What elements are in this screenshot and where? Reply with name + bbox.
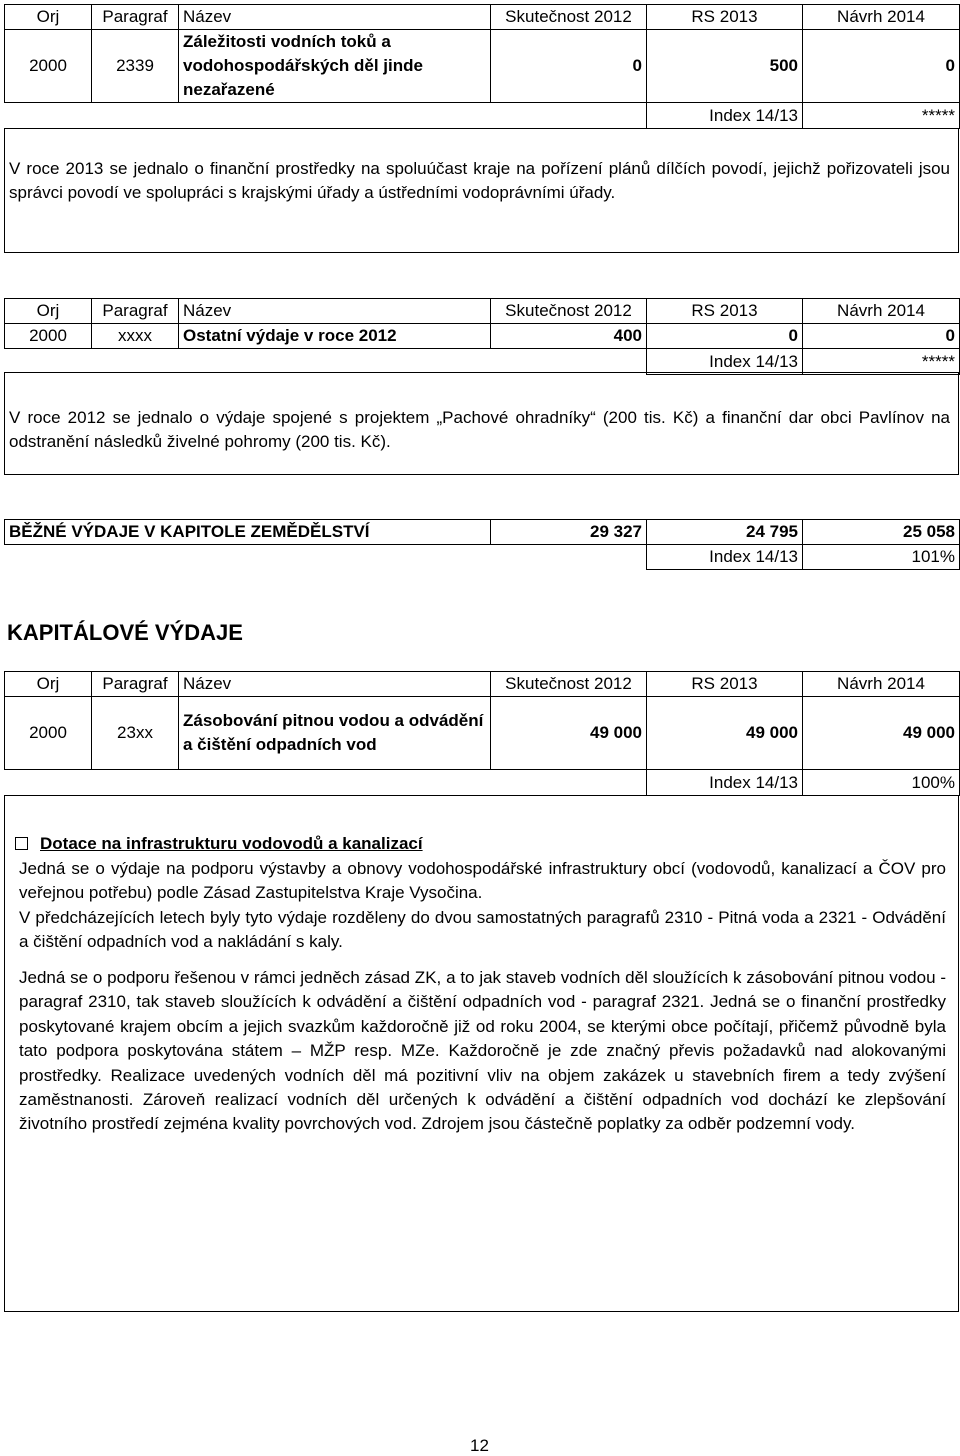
header-paragraf: Paragraf [92, 5, 179, 30]
header-rs: RS 2013 [647, 299, 803, 324]
header-nazev: Název [179, 299, 491, 324]
index-row [5, 349, 960, 375]
header-nazev: Název [179, 672, 491, 697]
table-row [5, 324, 960, 349]
header-orj: Orj [5, 672, 92, 697]
cell-skutecnost: 49 000 [491, 697, 647, 770]
cell-paragraf: 23xx [92, 697, 179, 770]
note-para-3: Jedná se o podporu řešenou v rámci jedněch zásad ZK, a to jak staveb vodních děl sloužících k zásobování pitnou vodou - paragraf 2310, tak staveb sloužících k odvádění a čištění odpadních vod - paragraf 2321. Jedná se o finanční prostředky poskytované krajem obcím a jejich svazkům každoročně již od roku 2004, se kterými obce počítají, přičemž původně byla tato podpora poskytována státem – MŽP resp. MZe. Každoročně je zde značný převis požadavků nad alokovanými prostředky. Realizace uvedených vodních děl má pozitivní vliv na objem zakázek u stavebních firem a tedy zvýšení zaměstnanosti. Zároveň realizací vodních děl určených k odvádění a čištění odpadních vod dochází ke zlepšování životního prostředí zejména kvality povrchových vod. Zdrojem jsou částečně poplatky za odběr podzemní vody. [19, 968, 946, 1134]
header-skutecnost: Skutečnost 2012 [491, 299, 647, 324]
cell-navrh: 49 000 [803, 697, 960, 770]
budget-table-2339 [4, 4, 960, 129]
note-title-text: Dotace na infrastrukturu vodovodů a kanalizací [40, 834, 423, 853]
note-box-23xx [4, 795, 959, 1312]
index-label: Index 14/13 [647, 103, 803, 129]
index-value: 101% [803, 545, 960, 570]
summary-label: BĚŽNÉ VÝDAJE V KAPITOLE ZEMĚDĚLSTVÍ [5, 520, 491, 545]
table-header-row [5, 5, 960, 30]
cell-orj: 2000 [5, 697, 92, 770]
table-row [5, 697, 960, 770]
section-heading: KAPITÁLOVÉ VÝDAJE [7, 620, 243, 645]
index-row [5, 103, 960, 129]
header-rs: RS 2013 [647, 672, 803, 697]
index-value: 100% [803, 770, 960, 796]
header-orj: Orj [5, 5, 92, 30]
index-row [5, 770, 960, 796]
summary-rs: 24 795 [647, 520, 803, 545]
index-value: ***** [803, 103, 960, 129]
table-row [5, 30, 960, 103]
note-para-1: Jedná se o výdaje na podporu výstavby a obnovy vodohospodářské infrastruktury obcí (vodovodů, kanalizací a ČOV pro veřejnou potřebu) podle Zásad Zastupitelstva Kraje Vysočina. [19, 859, 946, 903]
index-label: Index 14/13 [647, 349, 803, 375]
note-text: V roce 2013 se jednalo o finanční prostředky na spoluúčast kraje na pořízení plánů dílčích povodí, jejichž pořizovateli jsou správci povodí ve spolupráci s krajskými úřady a ústředními vodoprávními úřady. [9, 159, 950, 203]
cell-rs: 49 000 [647, 697, 803, 770]
header-navrh: Návrh 2014 [803, 672, 960, 697]
cell-rs: 0 [647, 324, 803, 349]
header-paragraf: Paragraf [92, 299, 179, 324]
summary-table [4, 519, 960, 570]
cell-skutecnost: 0 [491, 30, 647, 103]
index-value: ***** [803, 349, 960, 375]
note-box-xxxx [4, 372, 959, 475]
note-text: V roce 2012 se jednalo o výdaje spojené s projektem „Pachové ohradníky“ (200 tis. Kč) a finanční dar obci Pavlínov na odstranění následků živelné pohromy (200 tis. Kč). [9, 408, 950, 452]
table-header-row [5, 299, 960, 324]
header-navrh: Návrh 2014 [803, 299, 960, 324]
page-number: 12 [470, 1436, 489, 1455]
cell-nazev: Zásobování pitnou vodou a odvádění a čištění odpadních vod [179, 697, 491, 770]
note-box-2339 [4, 128, 959, 253]
header-navrh: Návrh 2014 [803, 5, 960, 30]
index-row [5, 545, 960, 570]
cell-paragraf: 2339 [92, 30, 179, 103]
header-skutecnost: Skutečnost 2012 [491, 672, 647, 697]
summary-skutecnost: 29 327 [491, 520, 647, 545]
summary-navrh: 25 058 [803, 520, 960, 545]
summary-row [5, 520, 960, 545]
cell-navrh: 0 [803, 30, 960, 103]
cell-orj: 2000 [5, 30, 92, 103]
note-para-2: V předcházejících letech byly tyto výdaje rozděleny do dvou samostatných paragrafů 2310 - Pitná voda a 2321 - Odvádění a čištění odpadních vod a nakládání s kaly. [19, 908, 946, 952]
table-header-row [5, 672, 960, 697]
header-nazev: Název [179, 5, 491, 30]
header-paragraf: Paragraf [92, 672, 179, 697]
header-orj: Orj [5, 299, 92, 324]
cell-orj: 2000 [5, 324, 92, 349]
cell-nazev: Ostatní výdaje v roce 2012 [179, 324, 491, 349]
budget-table-23xx [4, 671, 960, 796]
budget-table-xxxx [4, 298, 960, 375]
cell-rs: 500 [647, 30, 803, 103]
index-label: Index 14/13 [647, 545, 803, 570]
header-rs: RS 2013 [647, 5, 803, 30]
checkbox-icon [15, 837, 28, 850]
note-title [15, 832, 945, 856]
index-label: Index 14/13 [647, 770, 803, 796]
cell-nazev: Záležitosti vodních toků a vodohospodářských děl jinde nezařazené [179, 30, 491, 103]
header-skutecnost: Skutečnost 2012 [491, 5, 647, 30]
cell-paragraf: xxxx [92, 324, 179, 349]
cell-skutecnost: 400 [491, 324, 647, 349]
cell-navrh: 0 [803, 324, 960, 349]
